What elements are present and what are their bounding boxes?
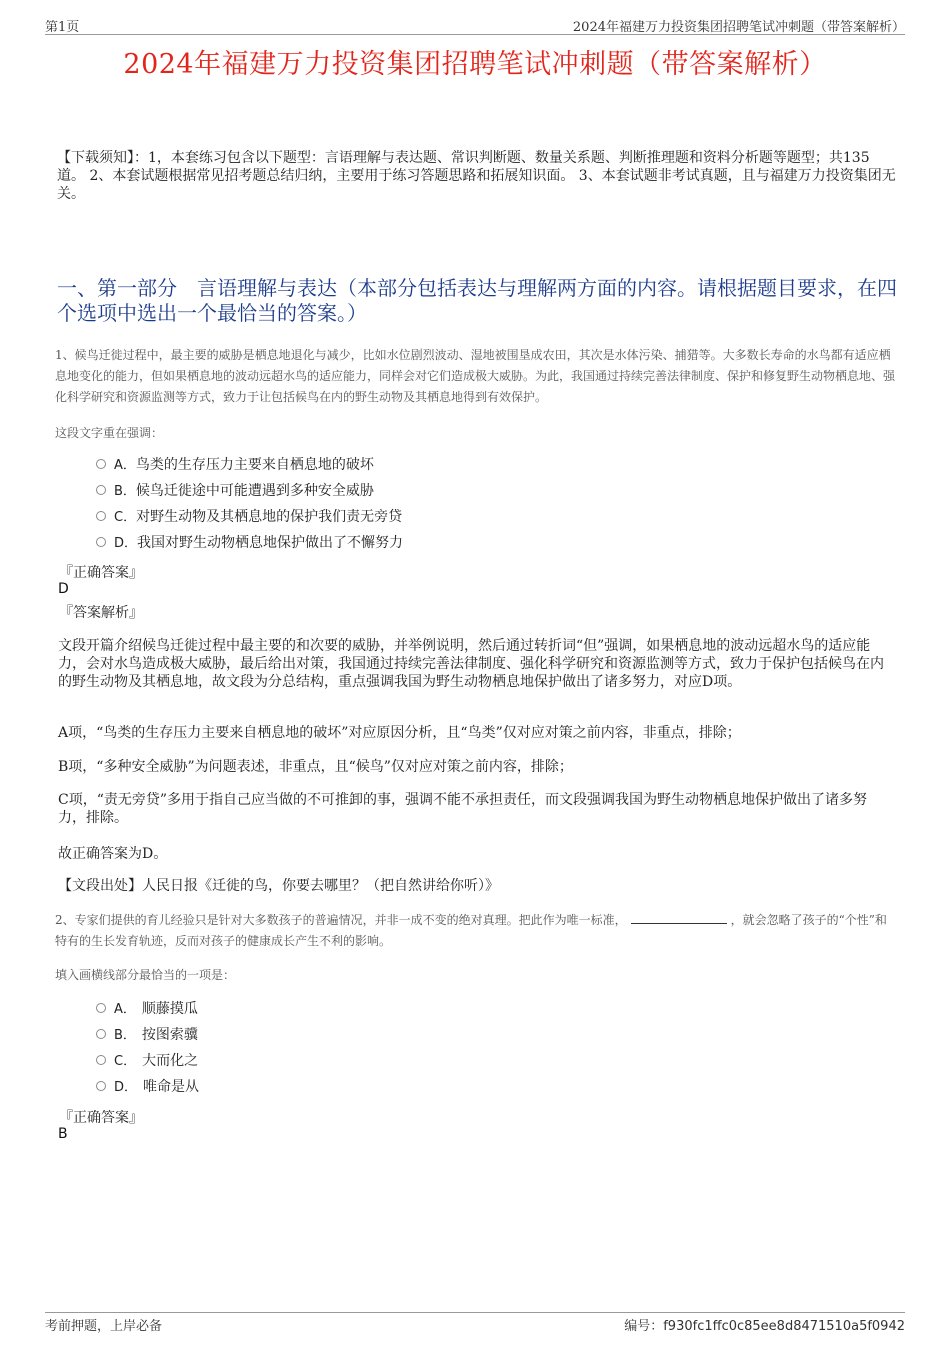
question-1-prompt: 这段文字重在强调：	[55, 426, 164, 440]
q2-option-a[interactable]: A． 顺藤摸瓜	[96, 999, 198, 1019]
q1-answer-label: 『正确答案』	[59, 565, 143, 581]
q1-analysis-summary: 文段开篇介绍候鸟迁徙过程中最主要的和次要的威胁，并举例说明，然后通过转折词“但”强调，如果栖息地的波动远超水鸟的适应能力，会对水鸟造成极大威胁，最后给出对策，我国通过持续完善法律制度、强化科学研究和资源监测等方式，致力于保护包括候鸟在内的野生动物及其栖息地，故文段为分总结构，重点强调我国为野生动物栖息地保护做出了诸多努力，对应D项。	[58, 638, 884, 690]
fill-blank	[631, 911, 727, 924]
document-title: 2024年福建万力投资集团招聘笔试冲刺题（带答案解析）	[123, 49, 827, 80]
q1-option-c[interactable]: C．对野生动物及其栖息地的保护我们责无旁贷	[96, 507, 402, 527]
header-doc-title: 2024年福建万力投资集团招聘笔试冲刺题（带答案解析）	[572, 20, 905, 35]
radio-icon[interactable]	[96, 1081, 106, 1091]
q1-option-a[interactable]: A．鸟类的生存压力主要来自栖息地的破坏	[96, 455, 374, 475]
question-2-prompt: 填入画横线部分最恰当的一项是：	[55, 968, 236, 982]
radio-icon[interactable]	[96, 459, 106, 469]
radio-icon[interactable]	[96, 485, 106, 495]
page-footer	[45, 1312, 905, 1337]
q1-source: 【文段出处】人民日报《迁徙的鸟，你要去哪里？（把自然讲给你听）》	[58, 878, 499, 894]
q1-option-b[interactable]: B．候鸟迁徙途中可能遭遇到多种安全威胁	[96, 481, 374, 501]
question-1-text: 1、候鸟迁徙过程中，最主要的威胁是栖息地退化与减少，比如水位剧烈波动、湿地被围垦成农田，其次是水体污染、捕猎等。大多数长寿命的水鸟都有适应栖息地变化的能力，但如果栖息地的波动远超水鸟的适应能力，同样会对它们造成极大威胁。为此，我国通过持续完善法律制度、保护和修复野生动物栖息地、强化科学研究和资源监测等方式，致力于让包括候鸟在内的野生动物及其栖息地得到有效保护。	[55, 348, 896, 404]
page-header	[45, 14, 905, 35]
document-id: 编号：f930fc1ffc0c85ee8d8471510a5f0942	[624, 1319, 905, 1334]
radio-icon[interactable]	[96, 1003, 106, 1013]
q1-option-d[interactable]: D．我国对野生动物栖息地保护做出了不懈努力	[96, 533, 403, 553]
download-notice: 【下载须知】：1，本套练习包含以下题型：言语理解与表达题、常识判断题、数量关系题、判断推理题和资料分析题等题型；共135道。 2、本套试题根据常见招考题总结归纳，主要用于练习答题思路和拓展知识面。 3、本套试题非考试真题，且与福建万力投资集团无关。	[57, 150, 896, 202]
q1-analysis-c: C项，“责无旁贷”多用于指自己应当做的不可推卸的事，强调不能不承担责任，而文段强调我国为野生动物栖息地保护做出了诸多努力，排除。	[58, 792, 868, 826]
radio-icon[interactable]	[96, 1029, 106, 1039]
radio-icon[interactable]	[96, 537, 106, 547]
q1-conclusion: 故正确答案为D。	[58, 846, 168, 862]
q1-answer: D	[58, 581, 69, 597]
q2-option-b[interactable]: B． 按图索骥	[96, 1025, 198, 1045]
page-number: 第1页	[45, 20, 80, 35]
q1-analysis-label: 『答案解析』	[59, 605, 143, 621]
question-2-text: 2、专家们提供的育儿经验只是针对大多数孩子的普遍情况，并非一成不变的绝对真理。把此作为唯一标准， ，就会忽略了孩子的“个性”和特有的生长发育轨迹，反而对孩子的健康成长产生不利的影响。	[55, 913, 887, 948]
q1-analysis-b: B项，“多种安全威胁”为问题表述，非重点，且“候鸟”仅对应对策之前内容，排除；	[58, 759, 573, 775]
footer-slogan: 考前押题，上岸必备	[45, 1319, 163, 1334]
q2-option-c[interactable]: C． 大而化之	[96, 1051, 198, 1071]
radio-icon[interactable]	[96, 511, 106, 521]
q2-answer: B	[58, 1126, 68, 1142]
section-heading: 一、第一部分 言语理解与表达（本部分包括表达与理解两方面的内容。请根据题目要求，在四个选项中选出一个最恰当的答案。）	[57, 276, 897, 325]
q2-answer-label: 『正确答案』	[59, 1110, 143, 1126]
q2-option-d[interactable]: D． 唯命是从	[96, 1077, 199, 1097]
q1-analysis-a: A项，“鸟类的生存压力主要来自栖息地的破坏”对应原因分析，且“鸟类”仅对应对策之前内容，非重点，排除；	[58, 725, 741, 741]
radio-icon[interactable]	[96, 1055, 106, 1065]
